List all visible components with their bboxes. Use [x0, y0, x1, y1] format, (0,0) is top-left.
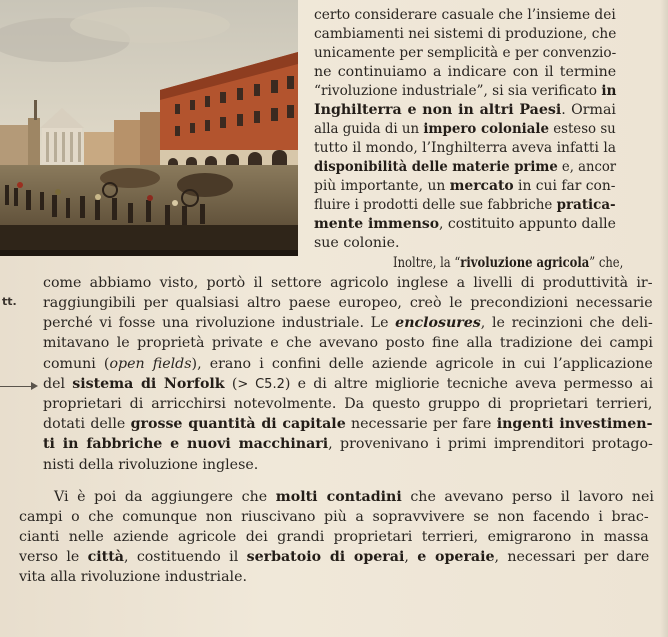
bold-text: ti in fabbriche e nuovi macchinari: [43, 436, 329, 452]
bold-text: impero coloniale: [423, 121, 549, 137]
text-run: , provenivano i primi imprenditori protago-: [328, 436, 653, 452]
page-edge-shadow: [660, 0, 668, 637]
text-line: [43, 456, 258, 475]
text-run: , le recinzioni che deli-: [480, 315, 653, 331]
text-run: perché vi fosse una rivoluzione industriale. Le: [43, 315, 396, 331]
bold-text: ingenti investimen-: [496, 416, 653, 432]
text-run: proprietari di arricchirsi notevolmente. Da questo gruppo di proprietari terrieri,: [43, 396, 653, 412]
text-line: [314, 234, 399, 253]
cross-reference-link[interactable]: > C5.2: [237, 377, 285, 392]
bold-text: enclosures: [395, 315, 481, 331]
painting-svg: [0, 0, 298, 256]
text-run: tutto il mondo, l’Inghilterra aveva infatti la: [314, 140, 617, 156]
text-run: come abbiamo visto, portò il settore agricolo inglese a livelli di produttività ir-: [43, 275, 653, 291]
italic-text: open fields: [109, 356, 192, 372]
text-run: . Ormai: [561, 102, 616, 118]
text-line: [19, 528, 649, 547]
text-run: unicamente per semplicità e per convenzio-: [314, 45, 617, 61]
bold-text: Inghilterra e non in altri Paesi: [314, 102, 562, 118]
bold-text: rivoluzione agricola: [460, 255, 590, 271]
margin-arrow-line: [0, 386, 34, 387]
text-line: [314, 101, 616, 120]
text-run: comuni (: [43, 356, 110, 372]
text-line: [43, 274, 653, 293]
text-line: [314, 139, 616, 158]
text-run: (: [224, 376, 238, 392]
bold-text: molti contadini: [275, 489, 402, 505]
text-line: [43, 294, 653, 313]
text-line: [43, 375, 653, 394]
text-run: nisti della rivoluzione inglese.: [43, 457, 259, 473]
text-line: [19, 568, 247, 587]
text-run: necessarie per fare: [345, 416, 497, 432]
bold-text: disponibilità delle materie prime: [314, 159, 558, 175]
text-line: [314, 6, 616, 25]
text-line: [393, 254, 623, 273]
text-run: , costituendo il: [123, 549, 247, 565]
bold-text: e operaie: [417, 549, 495, 565]
text-line: [19, 548, 649, 567]
text-line: [314, 63, 616, 82]
text-run: ), erano i confini delle aziende agricole in cui l’applicazione: [191, 356, 653, 372]
text-run: mitavano le proprietà private e che avevano posto fine alla tradizione dei campi: [43, 335, 653, 351]
bold-text: grosse quantità di capitale: [130, 416, 346, 432]
text-line: [43, 334, 653, 353]
text-line: [54, 488, 654, 507]
margin-note: tt.: [2, 295, 17, 308]
text-run: vita alla rivoluzione industriale.: [19, 569, 247, 585]
text-line: [19, 508, 649, 527]
painting-illustration: [0, 0, 298, 256]
text-run: che avevano perso il lavoro nei: [401, 489, 654, 505]
text-run: cianti nelle aziende agricole dei grandi proprietari terrieri, emigrarono in massa: [19, 529, 649, 545]
text-line: [314, 25, 616, 44]
text-run: più importante, un: [314, 178, 450, 194]
text-line: [43, 314, 653, 333]
text-run: ) e di altre migliorie tecniche aveva permesso ai: [284, 376, 654, 392]
text-run: raggiungibili per qualsiasi altro paese europeo, creò le precondizioni necessarie: [43, 295, 653, 311]
text-run: fluire i prodotti delle sue fabbriche: [314, 197, 557, 213]
bold-text: serbatoio di operai: [246, 549, 405, 565]
text-run: verso le: [19, 549, 88, 565]
text-run: alla guida di un: [314, 121, 424, 137]
bold-text: città: [87, 549, 124, 565]
text-run: dotati delle: [43, 416, 131, 432]
text-line: [314, 215, 616, 234]
text-run: “rivoluzione industriale”, si sia verificato: [314, 83, 602, 99]
text-run: ,: [404, 549, 418, 565]
text-line: [43, 395, 652, 414]
text-line: [43, 435, 653, 454]
text-line: [314, 82, 616, 101]
text-run: Inoltre, la “: [393, 255, 461, 271]
text-run: in cui far con-: [513, 178, 616, 194]
text-line: [43, 415, 653, 434]
bold-text: pratica-: [556, 197, 616, 213]
text-run: Vi è poi da aggiungere che: [54, 489, 276, 505]
text-run: , costituito appunto dalle: [439, 216, 616, 232]
text-line: [314, 44, 616, 63]
text-run: e, ancor: [557, 159, 617, 175]
text-run: esteso su: [548, 121, 616, 137]
text-line: [314, 120, 616, 139]
bold-text: mente immenso: [314, 216, 440, 232]
text-run: sue colonie.: [314, 235, 400, 251]
text-line: [314, 158, 616, 177]
text-run: cambiamenti nei sistemi di produzione, che: [314, 26, 617, 42]
text-line: [314, 177, 615, 196]
text-run: ” che,: [589, 255, 624, 271]
text-run: certo considerare casuale che l’insieme dei: [314, 7, 616, 23]
text-line: [314, 196, 616, 215]
text-line: [43, 355, 653, 374]
bold-text: sistema di Norfolk: [72, 376, 225, 392]
text-run: , necessari per dare: [494, 549, 650, 565]
text-run: ne continuiamo a indicare con il termine: [314, 64, 617, 80]
text-run: campi o che comunque non riuscivano più a sopravvivere se non facendo i brac-: [19, 509, 649, 525]
bold-text: in: [601, 83, 617, 99]
margin-arrow-icon: [31, 382, 38, 390]
text-run: del: [43, 376, 73, 392]
bold-text: mercato: [449, 178, 514, 194]
